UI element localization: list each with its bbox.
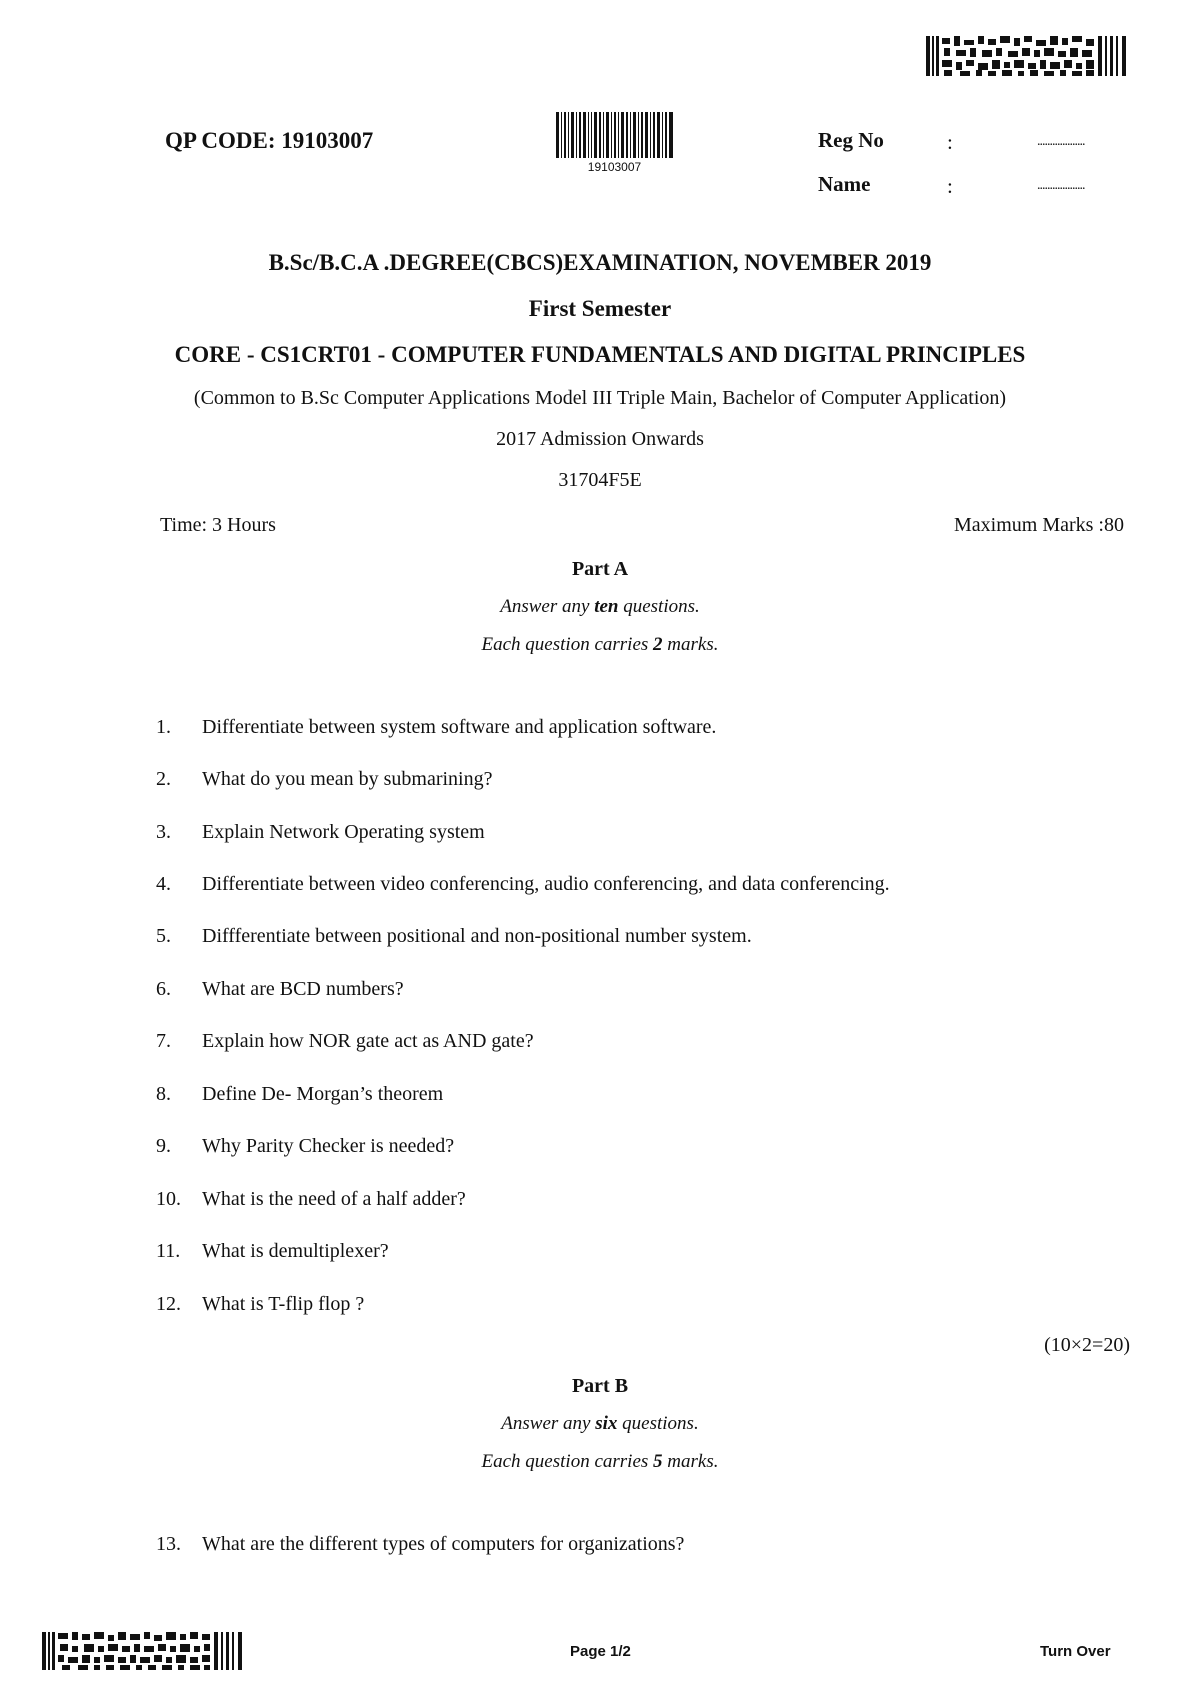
part-a-score: (10×2=20): [1044, 1334, 1130, 1356]
qp-code: QP CODE: 19103007: [165, 128, 374, 153]
qp-code-barcode: [556, 112, 673, 174]
turn-over-label: Turn Over: [1040, 1643, 1111, 1660]
name-colon: :: [947, 174, 953, 198]
page-number: Page 1/2: [570, 1643, 631, 1660]
barcode-number: 19103007: [587, 160, 642, 174]
maximum-marks: Maximum Marks :80: [954, 514, 1124, 536]
paper-code: 31704F5E: [558, 469, 642, 491]
reg-no-blank: ...................: [1037, 134, 1085, 149]
top-right-barcode: [926, 36, 1130, 76]
part-a-instruction-2: Each question carries 2 marks.: [481, 634, 719, 655]
semester: First Semester: [528, 296, 672, 321]
part-b-instruction-1: Answer any six questions.: [501, 1413, 699, 1434]
reg-no-label: Reg No: [818, 128, 884, 152]
part-a-instruction-1: Answer any ten questions.: [500, 596, 700, 617]
part-b-instruction-2: Each question carries 5 marks.: [481, 1451, 719, 1472]
exam-title: B.Sc/B.C.A .DEGREE(CBCS)EXAMINATION, NOVEMBER 2019: [268, 250, 932, 275]
name-label: Name: [818, 172, 871, 196]
name-blank: ...................: [1037, 178, 1085, 193]
part-b-title: Part B: [571, 1375, 629, 1397]
common-to: (Common to B.Sc Computer Applications Model III Triple Main, Bachelor of Computer Application): [193, 387, 1007, 409]
part-a-title: Part A: [571, 558, 629, 580]
reg-no-colon: :: [947, 130, 953, 154]
bottom-left-barcode: [42, 1632, 246, 1670]
course-title: CORE - CS1CRT01 - COMPUTER FUNDAMENTALS AND DIGITAL PRINCIPLES: [174, 342, 1026, 367]
admission-year: 2017 Admission Onwards: [496, 428, 704, 450]
exam-time: Time: 3 Hours: [160, 514, 276, 536]
